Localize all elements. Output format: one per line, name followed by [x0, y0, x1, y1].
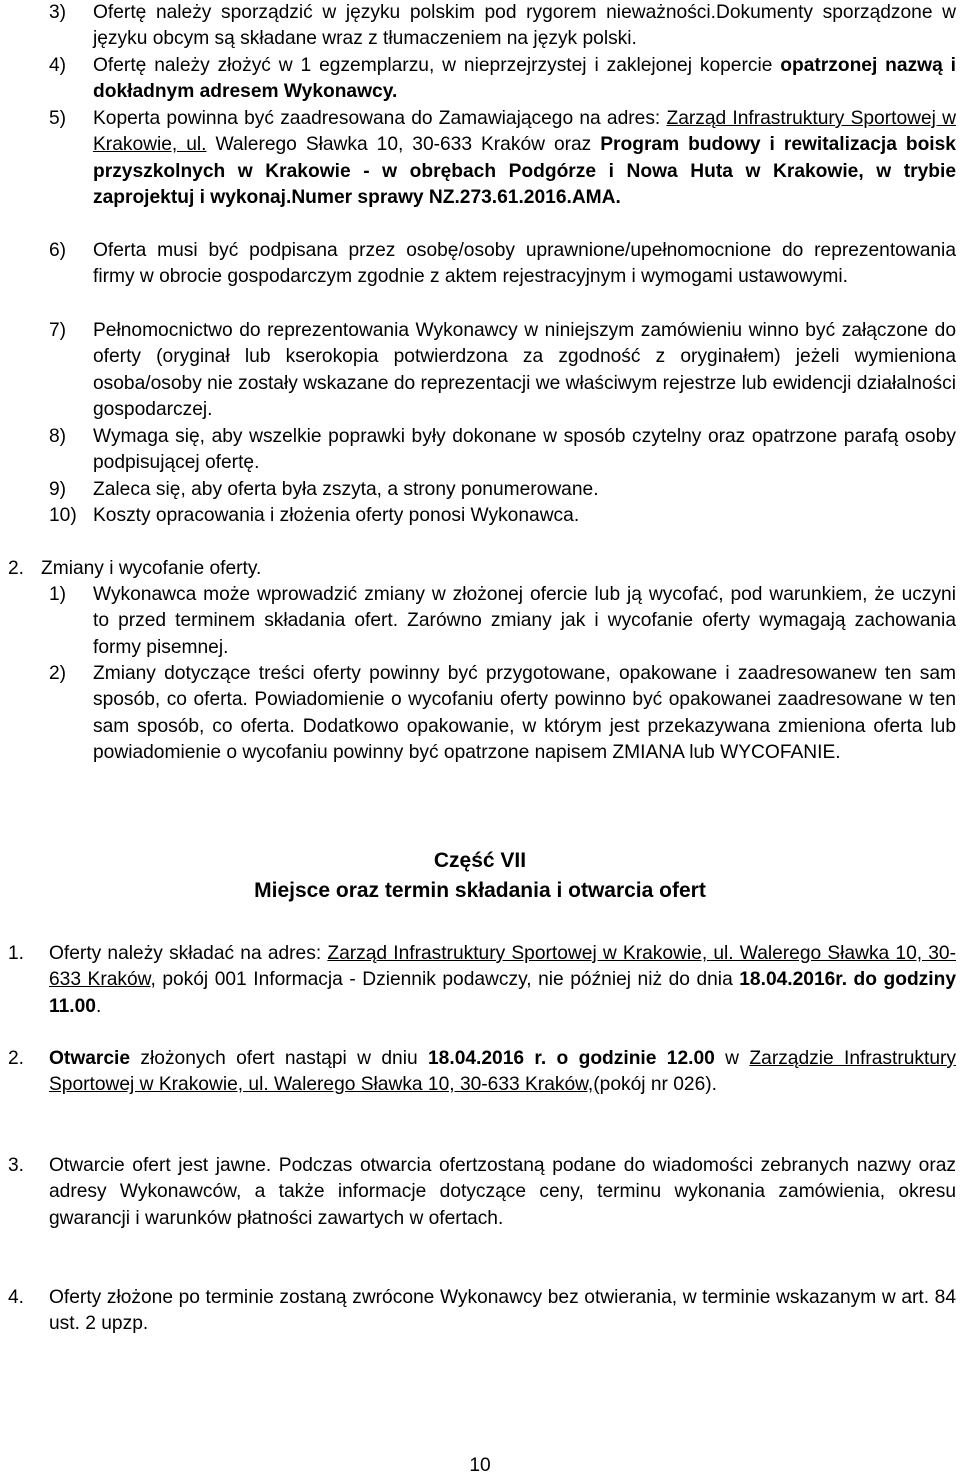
- item-number: 10): [49, 505, 77, 526]
- item-number: 2.: [8, 1048, 25, 1069]
- item-number: 5): [49, 108, 67, 129]
- item-number: 3.: [8, 1155, 25, 1176]
- item-text: Koperta powinna być zaadresowana do Zamawiającego na adres: Zarząd Infrastruktury Sportowej w Krakowie, ul. Walerego Sławka 10, 30-633 Kraków oraz Program budowy i rewitalizacja boisk przyszkolnych w Krakowie - w obrębach Podgórze i Nowa Huta w Krakowie, w trybie zaprojektuj i wykonaj.Numer sprawy NZ.273.61.2016.AMA.: [93, 108, 956, 208]
- item-text: Ofertę należy złożyć w 1 egzemplarzu, w nieprzejrzystej i zaklejonej kopercie opatrzonej nazwą i dokładnym adresem Wykonawcy.: [93, 55, 956, 103]
- section-number: 2.: [8, 558, 25, 579]
- page-number: 10: [469, 1455, 491, 1476]
- item-number: 7): [49, 320, 67, 341]
- item-text: Oferty należy składać na adres: Zarząd Infrastruktury Sportowej w Krakowie, ul. Walerego Sławka 10, 30-633 Kraków, pokój 001 Informacja - Dziennik podawczy, nie później niż do dnia 18.04.2016r. do godziny 11.00.: [49, 943, 956, 1017]
- item-text: Otwarcie ofert jest jawne. Podczas otwarcia ofertzostaną podane do wiadomości zebranych nazwy oraz adresy Wykonawców, a także informacje dotyczące ceny, terminu wykonania zamówienia, okresu gwarancji i warunków płatności zawartych w ofertach.: [49, 1155, 956, 1229]
- part-subheading: Miejsce oraz termin składania i otwarcia ofert: [254, 879, 706, 902]
- item-text: Koszty opracowania i złożenia oferty ponosi Wykonawca.: [93, 505, 580, 526]
- item-text: Otwarcie złożonych ofert nastąpi w dniu 18.04.2016 r. o godzinie 12.00 w Zarządzie Infrastruktury Sportowej w Krakowie, ul. Walerego Sławka 10, 30-633 Kraków,(pokój nr 026).: [49, 1048, 956, 1096]
- item-text: Ofertę należy sporządzić w języku polskim pod rygorem nieważności.Dokumenty sporządzone w języku obcym są składane wraz z tłumaczeniem na język polski.: [93, 2, 956, 50]
- item-text: Oferta musi być podpisana przez osobę/osoby uprawnione/upełnomocnione do reprezentowania firmy w obrocie gospodarczym zgodnie z aktem rejestracyjnym i wymogami ustawowymi.: [93, 240, 956, 288]
- item-text: Wykonawca może wprowadzić zmiany w złożonej ofercie lub ją wycofać, pod warunkiem, że uczyni to przed terminem składania ofert. Zarówno zmiany jak i wycofanie oferty wymagają zachowania formy pisemnej.: [93, 584, 956, 658]
- item-text: Pełnomocnictwo do reprezentowania Wykonawcy w niniejszym zamówieniu winno być załączone do oferty (oryginał lub kserokopia potwierdzona za zgodność z oryginałem) jeżeli wymieniona osoba/osoby nie zostały wskazane do reprezentacji we właściwym rejestrze lub ewidencji działalności gospodarczej.: [93, 320, 956, 420]
- item-text: Wymaga się, aby wszelkie poprawki były dokonane w sposób czytelny oraz opatrzone parafą osoby podpisującej ofertę.: [93, 426, 956, 474]
- item-number: 4.: [8, 1287, 25, 1308]
- item-number: 9): [49, 479, 67, 500]
- item-number: 4): [49, 55, 67, 76]
- item-number: 8): [49, 426, 67, 447]
- item-number: 2): [49, 663, 67, 684]
- part-heading: Część VII: [433, 849, 527, 872]
- item-text: Zmiany dotyczące treści oferty powinny być przygotowane, opakowane i zaadresowanew ten sam sposób, co oferta. Powiadomienie o wycofaniu oferty powinno być opakowanei zaadresowane w ten sam sposób, co oferta. Dodatkowo opakowanie, w którym jest przekazywana zmieniona oferta lub powiadomienie o wycofaniu powinny być opatrzone napisem ZMIANA lub WYCOFANIE.: [93, 663, 956, 763]
- item-number: 6): [49, 240, 67, 261]
- item-number: 1.: [8, 943, 25, 964]
- item-text: Oferty złożone po terminie zostaną zwrócone Wykonawcy bez otwierania, w terminie wskazanym w art. 84 ust. 2 upzp.: [49, 1287, 956, 1335]
- item-number: 1): [49, 584, 67, 605]
- item-text: Zaleca się, aby oferta była zszyta, a strony ponumerowane.: [93, 479, 599, 500]
- section-title: Zmiany i wycofanie oferty.: [41, 558, 262, 579]
- item-number: 3): [49, 2, 67, 23]
